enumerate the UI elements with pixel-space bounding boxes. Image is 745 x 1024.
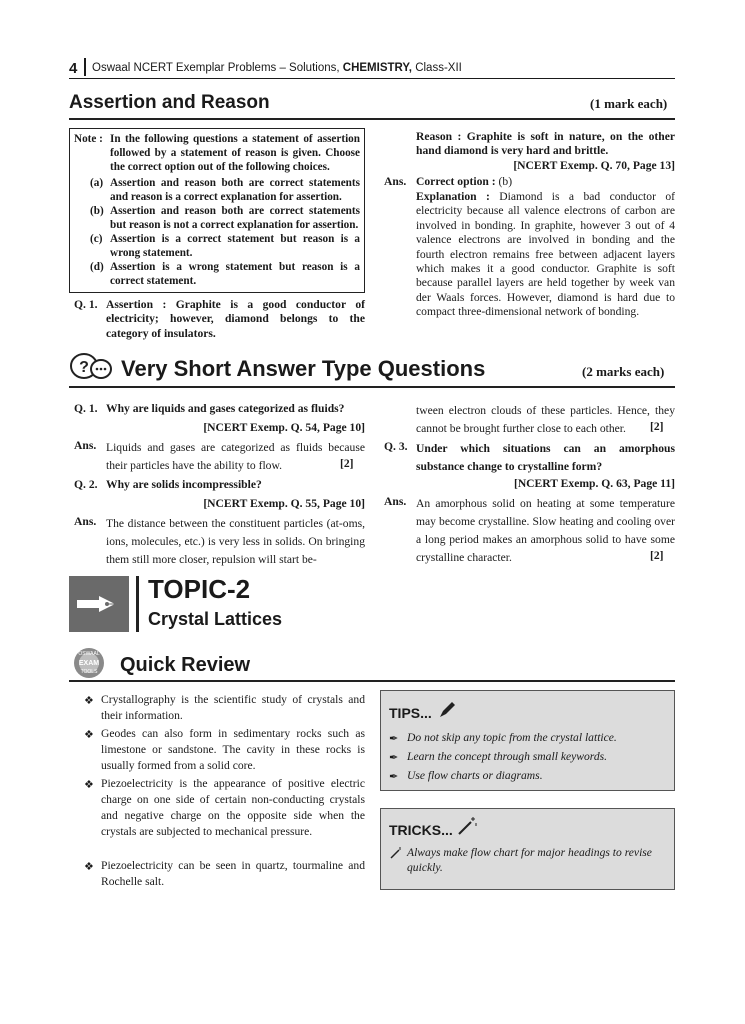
tip-pen-icon: ✒ xyxy=(389,733,399,745)
tip-pen-icon: ✒ xyxy=(389,771,399,783)
vsa-q1-answer-text: Liquids and gases are categorized as fluids because their particles have the ability to flow. xyxy=(106,441,365,472)
vsa-q3-ans-label: Ans. xyxy=(384,495,407,508)
header-rule xyxy=(69,78,675,79)
vsa-q2-mark: [2] xyxy=(650,420,664,433)
option-text-c: Assertion is a correct statement but reason is a wrong statement. xyxy=(110,233,360,259)
tricks-title: TRICKS... xyxy=(389,822,453,838)
vsa-q1-answer xyxy=(106,439,365,475)
bullet-diamond-icon: ❖ xyxy=(84,695,94,707)
review-bullet: Piezoelectricity is the appearance of positive electric charge on one side of certain non-conducting crystals and negative charge on the opposite side when the crystals are subjected to mechanical pressure. xyxy=(101,777,365,838)
svg-text:?: ? xyxy=(79,359,89,376)
tip-item: Learn the concept through small keywords. xyxy=(407,750,608,763)
vsa-q1-ans-label: Ans. xyxy=(74,439,97,452)
running-header xyxy=(92,62,462,74)
vsa-q3-label: Q. 3. xyxy=(384,440,408,453)
review-bullet: Geodes can also form in sedimentary rocks such as limestone or sandstone. The cavity in these rocks is usually formed from a solid core. xyxy=(101,727,365,772)
review-bullet: Piezoelectricity can be seen in quartz, tourmaline and Rochelle salt. xyxy=(101,859,365,888)
ar-correct-option xyxy=(416,175,675,189)
tips-title: TIPS... xyxy=(389,705,432,721)
tip-item: Use flow charts or diagrams. xyxy=(407,769,543,782)
badge-bot-text: TOOLS xyxy=(80,669,98,675)
option-label-a: (a) xyxy=(90,177,104,189)
option-label-c: (c) xyxy=(90,233,103,245)
vsa-q2-question: Why are solids incompressible? xyxy=(106,478,262,491)
bullet-diamond-icon: ❖ xyxy=(84,779,94,791)
badge-mid-text: EXAM xyxy=(78,660,100,667)
vsa-q3-answer: An amorphous solid on heating at some temperature may become crystalline. Slow heating and cooling over a long period makes an amorphous solid to have some crystalline character. xyxy=(416,497,675,564)
magic-wand-icon xyxy=(456,815,478,837)
ar-q1-reason: Reason : Graphite is soft in nature, on the other hand diamond is very hard and brittle. xyxy=(416,130,675,158)
vsa-q2-answer-continued: tween electron clouds of these particles. Hence, they cannot be brought further close to each other. xyxy=(416,404,675,435)
header-divider xyxy=(84,58,86,76)
ar-q1-assertion: Assertion : Graphite is a good conductor of electricity; however, diamond belongs to the category of insulators. xyxy=(106,298,365,340)
topic-icon-box xyxy=(69,576,129,632)
ar-ans-label: Ans. xyxy=(384,175,407,188)
option-text-d: Assertion is a wrong statement but reason is a correct statement. xyxy=(110,261,360,287)
ar-q1-label: Q. 1. xyxy=(74,298,98,311)
book-title: Oswaal NCERT Exemplar Problems – Solutions, xyxy=(92,62,343,74)
subject: CHEMISTRY, xyxy=(342,62,412,74)
option-label-d: (d) xyxy=(90,261,104,273)
bullet-diamond-icon: ❖ xyxy=(84,861,94,873)
option-text-a: Assertion and reason both are correct statements and reason is a correct explanation for assertion. xyxy=(110,177,360,203)
trick-wand-icon xyxy=(389,846,403,860)
option-text-b: Assertion and reason both are correct statements but reason is not a correct explanation for assertion. xyxy=(110,205,360,231)
section-rule-ar xyxy=(69,118,675,120)
badge-top-text: OSWAAL xyxy=(78,651,100,657)
correct-option-value: (b) xyxy=(495,175,513,188)
note-intro: In the following questions a statement of assertion followed by a statement of reason is given. Choose the correct option out of the following choices. xyxy=(110,133,360,173)
section-marks-ar: (1 mark each) xyxy=(590,96,668,111)
explanation-text: Diamond is a bad conductor of electricity because all valence electrons of carbon are involved in bonding. In graphite, however 3 out of 4 valence electrons are involved in bonding and the fourth electron remains free between adjacent layers which makes it a good conductor. Graphite is soft because parallel layers are held together by week van der Waals forces. However, diamond is hard due to compact three-dimensional network of bonding. xyxy=(416,190,675,319)
vsa-q2-ref: [NCERT Exemp. Q. 55, Page 10] xyxy=(203,497,365,510)
ar-q1-ref: [NCERT Exemp. Q. 70, Page 13] xyxy=(513,159,675,172)
vsa-q3-mark: [2] xyxy=(650,549,664,562)
trick-item: Always make flow chart for major headings to revise quickly. xyxy=(407,846,652,874)
page-number: 4 xyxy=(69,60,78,77)
pen-nib-icon xyxy=(69,576,129,632)
vsa-q3-ref: [NCERT Exemp. Q. 63, Page 11] xyxy=(513,477,675,490)
review-bullet: Crystallography is the scientific study of crystals and their information. xyxy=(101,693,365,722)
topic-title: TOPIC-2 xyxy=(148,574,251,604)
exam-tools-badge xyxy=(69,646,111,680)
vsa-q3-question: Under which situations can an amorphous substance change to crystalline form? xyxy=(416,442,675,473)
section-title-assertion-reason: Assertion and Reason xyxy=(69,92,270,113)
section-rule-vsa xyxy=(69,386,675,388)
vsa-q1-question: Why are liquids and gases categorized as fluids? xyxy=(106,402,345,415)
correct-option-label: Correct option : xyxy=(416,175,496,188)
option-label-b: (b) xyxy=(90,205,104,217)
section-marks-vsa: (2 marks each) xyxy=(582,364,665,379)
quick-review-title: Quick Review xyxy=(120,654,251,676)
section-title-vsa: Very Short Answer Type Questions xyxy=(121,356,486,381)
vsa-q1-label: Q. 1. xyxy=(74,402,98,415)
vsa-q2-answer: The distance between the constituent particles (at-oms, ions, molecules, etc.) is very less in solids. On bringing them still more closer, repulsion will start be- xyxy=(106,517,365,566)
explanation-label: Explanation : xyxy=(416,190,490,203)
vsa-q1-ref: [NCERT Exemp. Q. 54, Page 10] xyxy=(203,421,365,434)
ar-explanation xyxy=(416,190,675,320)
bullet-diamond-icon: ❖ xyxy=(84,729,94,741)
tip-item: Do not skip any topic from the crystal lattice. xyxy=(407,731,617,744)
vsa-q2-ans-label: Ans. xyxy=(74,515,97,528)
question-chat-icon xyxy=(69,352,115,382)
topic-subtitle: Crystal Lattices xyxy=(148,609,283,629)
vsa-q2-label: Q. 2. xyxy=(74,478,98,491)
class-label: Class-XII xyxy=(412,62,462,74)
tip-pen-icon: ✒ xyxy=(389,752,399,764)
pen-icon xyxy=(437,700,457,720)
note-label: Note : xyxy=(74,133,103,145)
quick-review-rule xyxy=(69,680,675,682)
vsa-q1-mark: [2] xyxy=(340,457,354,470)
topic-divider xyxy=(136,576,139,632)
